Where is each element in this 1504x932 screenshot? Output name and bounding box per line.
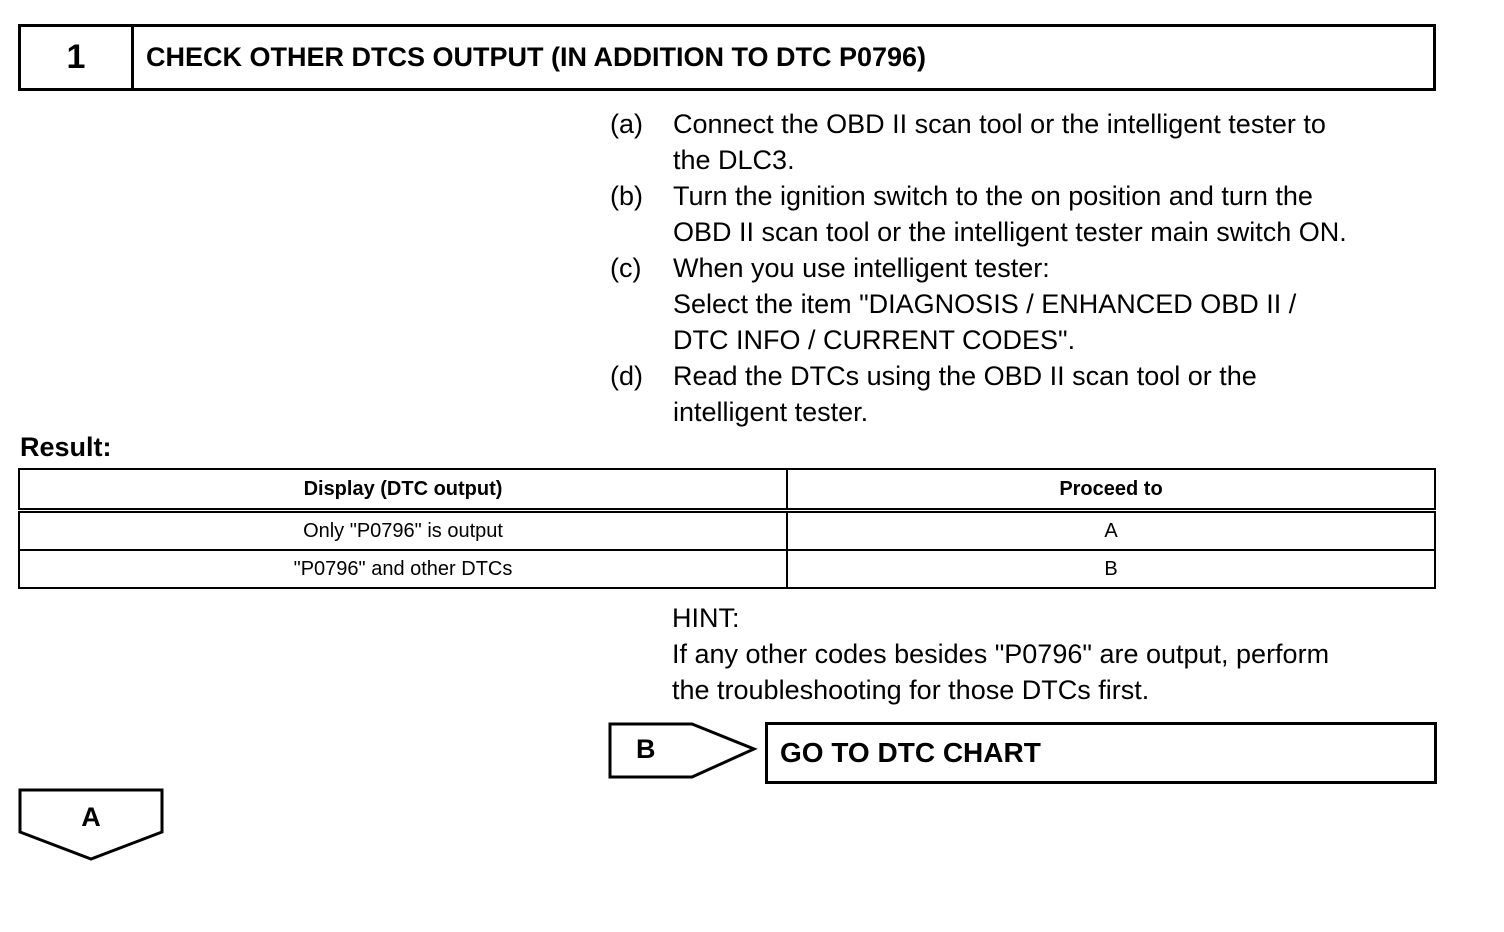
step-header [18,24,1436,91]
table-cell: B [787,550,1435,588]
procedure-list [610,106,1450,430]
header-display: Display (DTC output) [19,469,787,511]
step-label: (a) [610,109,643,139]
step-text: Turn the ignition switch to the on position and turn the OBD II scan tool or the intelligent tester main switch ON. [673,181,1347,247]
table-cell: "P0796" and other DTCs [19,550,787,588]
procedure-step [610,178,1450,250]
step-number: 1 [21,27,134,88]
header-proceed: Proceed to [787,469,1435,511]
step-text: When you use intelligent tester: Select the item "DIAGNOSIS / ENHANCED OBD II / DTC INFO / CURRENT CODES". [673,253,1297,355]
hint-line: the troubleshooting for those DTCs first. [672,675,1150,705]
result-table [18,468,1436,589]
procedure-step [610,106,1450,178]
branch-b-label: B [636,734,656,764]
goto-dtc-chart-box: GO TO DTC CHART [765,722,1437,784]
table-header-row [19,469,1435,511]
branch-b-arrow-shape [608,722,758,780]
step-title: CHECK OTHER DTCS OUTPUT (IN ADDITION TO DTC P0796) [146,42,927,72]
table-row [19,511,1435,551]
result-label: Result: [20,432,112,462]
procedure-step [610,250,1450,358]
step-text: Read the DTCs using the OBD II scan tool or the intelligent tester. [673,361,1257,427]
branch-a-label: A [81,802,101,832]
step-label: (d) [610,361,643,391]
hint [672,600,1329,708]
hint-title: HINT: [672,603,740,633]
step-label: (b) [610,181,643,211]
procedure-step [610,358,1450,430]
step-text: Connect the OBD II scan tool or the intelligent tester to the DLC3. [673,109,1326,175]
table-row [19,550,1435,588]
table-cell: Only "P0796" is output [19,511,787,551]
step-label: (c) [610,253,642,283]
table-cell: A [787,511,1435,551]
hint-line: If any other codes besides "P0796" are output, perform [672,639,1330,669]
